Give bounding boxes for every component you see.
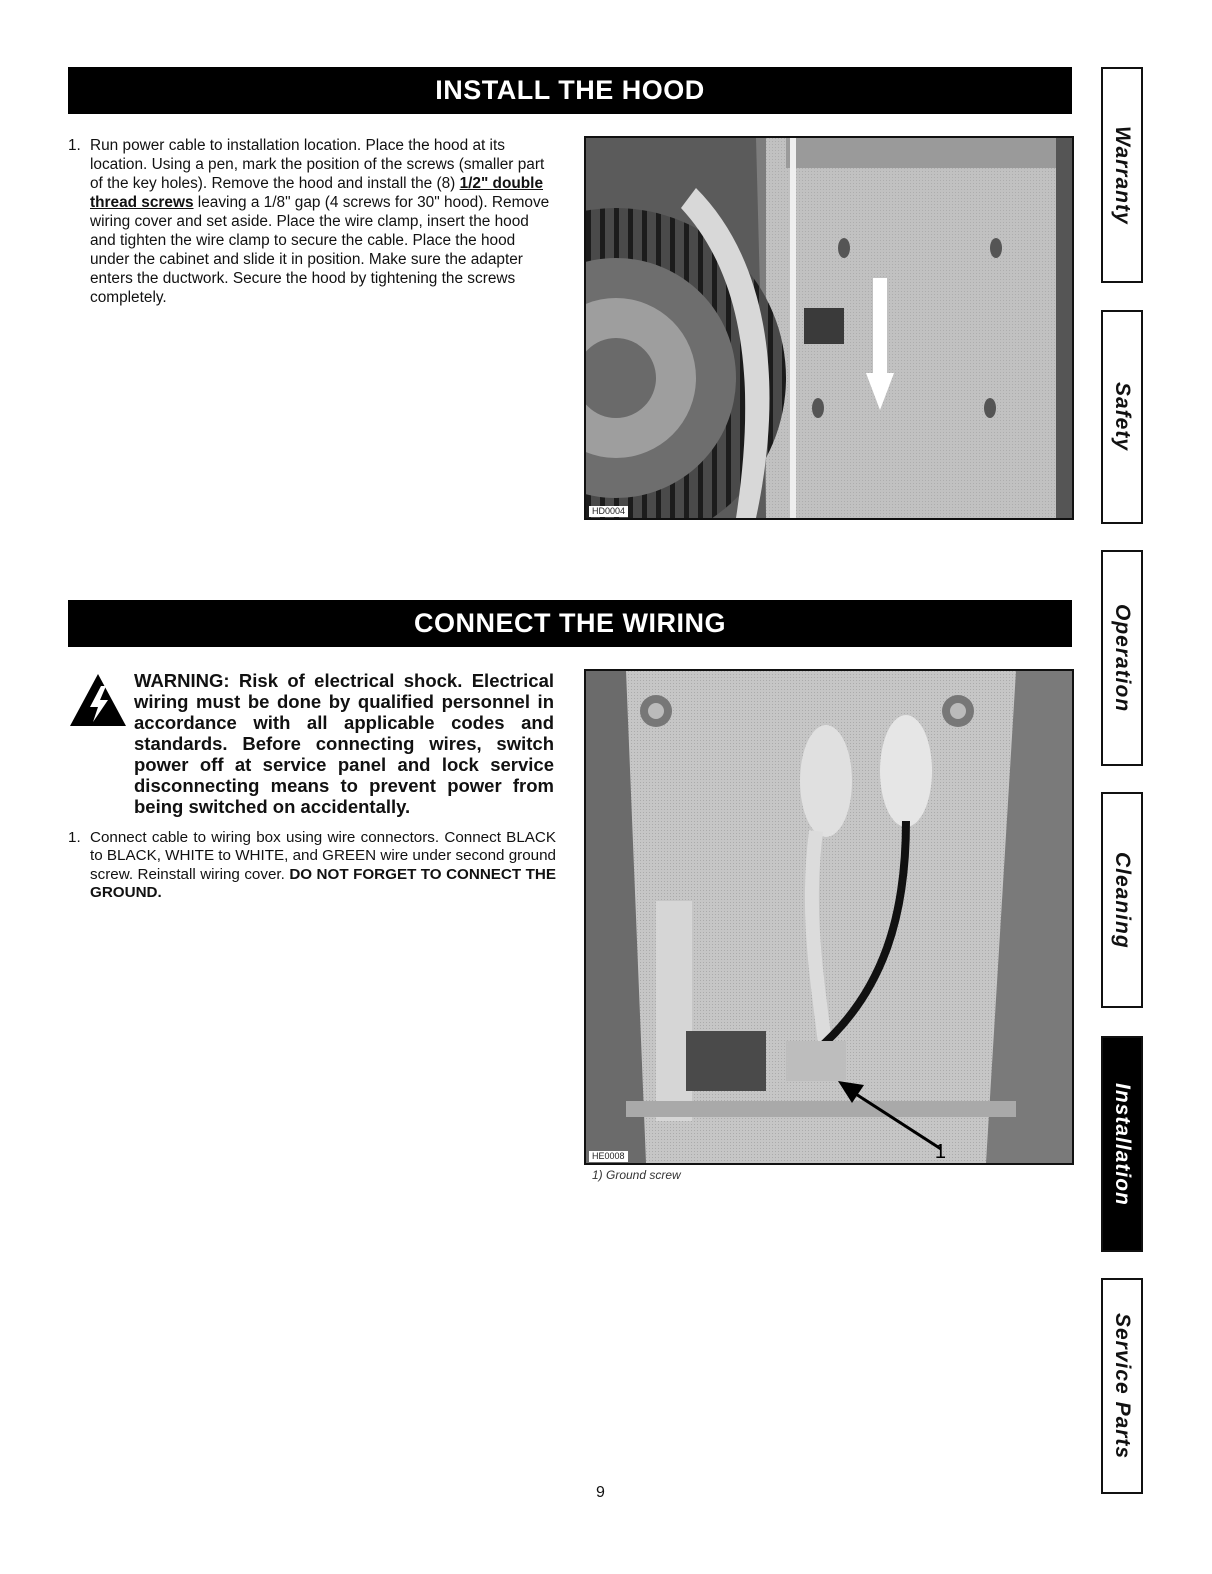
page-number: 9 <box>596 1484 605 1501</box>
photo-code: HD0004 <box>589 506 628 517</box>
tab-label: Installation <box>1111 1082 1134 1206</box>
tab-label: Service Parts <box>1111 1312 1134 1460</box>
tab-warranty[interactable] <box>1101 67 1143 283</box>
tab-operation[interactable] <box>1101 550 1143 766</box>
step-text: Run power cable to installation location. Place the hood at its location. Using a pen, mark the position of the screws (smaller part of the key holes). Remove the hood and install the (8) <box>90 137 545 192</box>
tab-label: Warranty <box>1111 125 1134 225</box>
connect-wiring-heading: CONNECT THE WIRING <box>68 600 1072 647</box>
tab-label: Safety <box>1111 382 1134 452</box>
tab-label: Cleaning <box>1111 851 1134 949</box>
list-item <box>68 136 550 307</box>
wiring-connection-photo <box>584 669 1074 1165</box>
hood-installation-photo <box>584 136 1074 520</box>
step-number: 1. <box>68 829 81 846</box>
step-number: 1. <box>68 137 81 154</box>
ground-reminder: DO NOT FORGET TO CONNECT THE GROUND. <box>90 865 557 901</box>
list-item <box>68 829 556 902</box>
tab-installation[interactable] <box>1101 1036 1143 1252</box>
photo-code: HE0008 <box>589 1151 628 1162</box>
tab-cleaning[interactable] <box>1101 792 1143 1008</box>
install-hood-steps <box>68 136 550 307</box>
photo-caption: 1) Ground screw <box>592 1168 681 1182</box>
install-hood-heading: INSTALL THE HOOD <box>68 67 1072 114</box>
tab-label: Operation <box>1111 603 1134 713</box>
callout-number: 1 <box>934 1141 946 1163</box>
electrical-shock-warning-icon <box>68 672 128 728</box>
step-text: Connect cable to wiring box using wire connectors. Connect BLACK to BLACK, WHITE to WHITE, and GREEN wire under second ground screw. Reinstall wiring cover. <box>90 829 556 883</box>
tab-service-parts[interactable] <box>1101 1278 1143 1494</box>
warning-text: WARNING: Risk of electrical shock. Electrical wiring must be done by qualified personnel in accordance with all applicable codes and standards. Before connecting wires, switch power off at service panel and lock service disconnecting means to prevent power from being switched on accidentally. <box>134 670 554 817</box>
screw-spec: 1/2" double thread screws <box>90 175 544 211</box>
connect-wiring-steps <box>68 829 556 902</box>
tab-safety[interactable] <box>1101 310 1143 524</box>
step-text-continued: leaving a 1/8" gap (4 screws for 30" hood). Remove wiring cover and set aside. Place the wire clamp, insert the hood and tighten the wire clamp to secure the cable. Place the hood under the cabinet and slide it in position. Make sure the adapter enters the ductwork. Secure the hood by tightening the screws completely. <box>90 194 550 306</box>
electrical-warning <box>68 670 556 820</box>
